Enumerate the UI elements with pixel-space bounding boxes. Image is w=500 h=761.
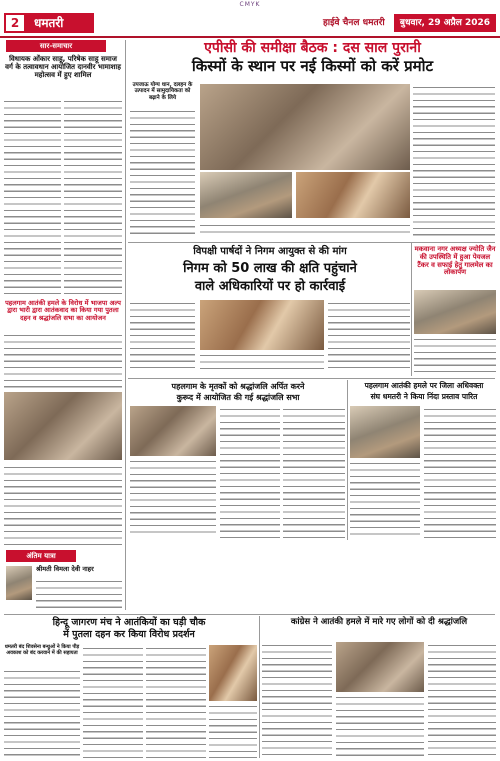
pahalgam2-headline-2: संघ धमतरी ने किया निंदा प्रस्ताव पारित xyxy=(370,392,478,401)
nigam-headline-1: निगम को 50 लाख की क्षति पहुंचाने xyxy=(183,261,357,276)
masthead xyxy=(323,14,496,32)
story2-body xyxy=(4,332,122,388)
divider xyxy=(128,242,495,243)
lead-photo-1 xyxy=(200,84,410,170)
story1-body-col2 xyxy=(64,98,122,296)
pahalgam1-headline-2: कुरूद में आयोजित की गई श्रद्धांजलि सभा xyxy=(176,393,300,402)
divider xyxy=(4,614,495,615)
lead-photo-2 xyxy=(200,172,292,218)
nigam-body-2 xyxy=(200,352,324,372)
story2-photo xyxy=(4,392,122,460)
hindu-body-2 xyxy=(83,645,143,758)
right-photo xyxy=(414,290,496,334)
column-rule xyxy=(347,380,348,540)
lead-headline-1: एपीसी की समीक्षा बैठक : दस साल पुरानी xyxy=(204,40,421,56)
hindu-headline-1: हिन्दू जागरण मंच ने आतंकियों का घड़ी चौक xyxy=(52,617,206,628)
column-rule xyxy=(411,242,412,376)
story1-headline: विधायक ओंकार साहू, परिषेक साहू समाज वर्ग के तत्वावधान आयोजित दानवीर भामाशाह महोत्सव में हुए शामिल xyxy=(5,55,121,80)
page-tab xyxy=(4,13,94,33)
congress-body-2 xyxy=(336,694,424,758)
page-number: 2 xyxy=(6,15,24,31)
right-body xyxy=(414,336,496,374)
pahalgam2-body-2 xyxy=(424,406,496,538)
congress-body-1 xyxy=(262,642,332,758)
hindu-body-1 xyxy=(4,668,80,758)
column-rule xyxy=(125,40,126,610)
hindu-subhead: धमतरी बंद शिवसेना बन्धुओं ने किया पीड़ अवकाश को बंद करवाने में की सहायता xyxy=(4,644,80,656)
cmyk-strip: CMYK xyxy=(239,1,261,8)
hindu-body-4 xyxy=(209,703,257,758)
column-rule xyxy=(259,616,260,758)
lead-headline-2: किस्मों के स्थान पर नई किस्मों को करें प्रमोट xyxy=(191,57,434,75)
pahalgam1-headline-1: पहलगाम के मृतकों को श्रद्धांजलि अर्पित करने xyxy=(171,382,305,391)
pahalgam1-body-1 xyxy=(130,458,216,538)
nigam-headline-2: वाले अधिकारियों पर हो कार्रवाई xyxy=(194,279,346,294)
obituary-body xyxy=(36,578,122,608)
congress-photo xyxy=(336,642,424,692)
hindu-photo xyxy=(209,645,257,701)
story2-body-2 xyxy=(4,464,122,546)
nigam-photo xyxy=(200,300,324,350)
pahalgam2-headline-1: पहलगाम आतंकी हमले पर जिला अधिवक्ता xyxy=(364,381,484,390)
lead-body-2 xyxy=(413,84,495,238)
section-label: सार-समाचार xyxy=(6,40,106,52)
pahalgam2-photo xyxy=(350,406,420,458)
pahalgam2-body-1 xyxy=(350,460,420,538)
nigam-kicker: विपक्षी पार्षदों ने निगम आयुक्त से की मांग xyxy=(193,246,347,257)
pahalgam1-body-2 xyxy=(220,406,280,538)
divider xyxy=(128,378,495,379)
masthead-city: धमतरी xyxy=(362,18,385,28)
congress-headline: कांग्रेस ने आतंकी हमले में मारे गए लोगों को दी श्रद्धांजलि xyxy=(290,617,468,627)
lead-body-3 xyxy=(200,222,410,238)
pahalgam1-body-3 xyxy=(283,406,345,538)
story2-headline: पहलगाम आतंकी हमले के विरोध में भाजपा अल्प द्वारा भारी द्वारा आतंकवाद का किया गया पुतला दहन व श्रद्धांजलि सभा का आयोजन xyxy=(5,299,121,322)
pahalgam1-photo xyxy=(130,406,216,456)
congress-body-3 xyxy=(428,642,496,758)
hindu-headline-2: में पुतला दहन कर किया विरोध प्रदर्शन xyxy=(63,629,195,640)
obituary-name: श्रीमती विमला देवी नाहर xyxy=(36,565,94,573)
section-title: धमतरी xyxy=(34,16,64,30)
lead-subhead: उपजाऊ योग्य धान, दलहन के उत्पादन में सामुदायिकता को बढ़ाने के लिये xyxy=(132,82,193,101)
obituary-label: अंतिम यात्रा xyxy=(6,550,76,562)
nigam-body-3 xyxy=(328,300,410,372)
masthead-brand: हाईवे चैनल xyxy=(322,18,360,28)
right-headline: मकवाना नगर अध्यक्ष ज्योति जैन की उपस्थिति में हुआ पेयजल टैंकर व सफाई हेतु गालमेल का लोकार्पण xyxy=(414,245,496,277)
obituary-photo xyxy=(6,566,32,600)
nigam-body-1 xyxy=(130,300,195,372)
lead-body-1 xyxy=(130,108,195,238)
story1-body xyxy=(4,98,61,296)
hindu-body-3 xyxy=(146,645,206,758)
masthead-date: बुधवार, 29 अप्रैल 2026 xyxy=(394,14,496,32)
lead-photo-3 xyxy=(296,172,410,218)
